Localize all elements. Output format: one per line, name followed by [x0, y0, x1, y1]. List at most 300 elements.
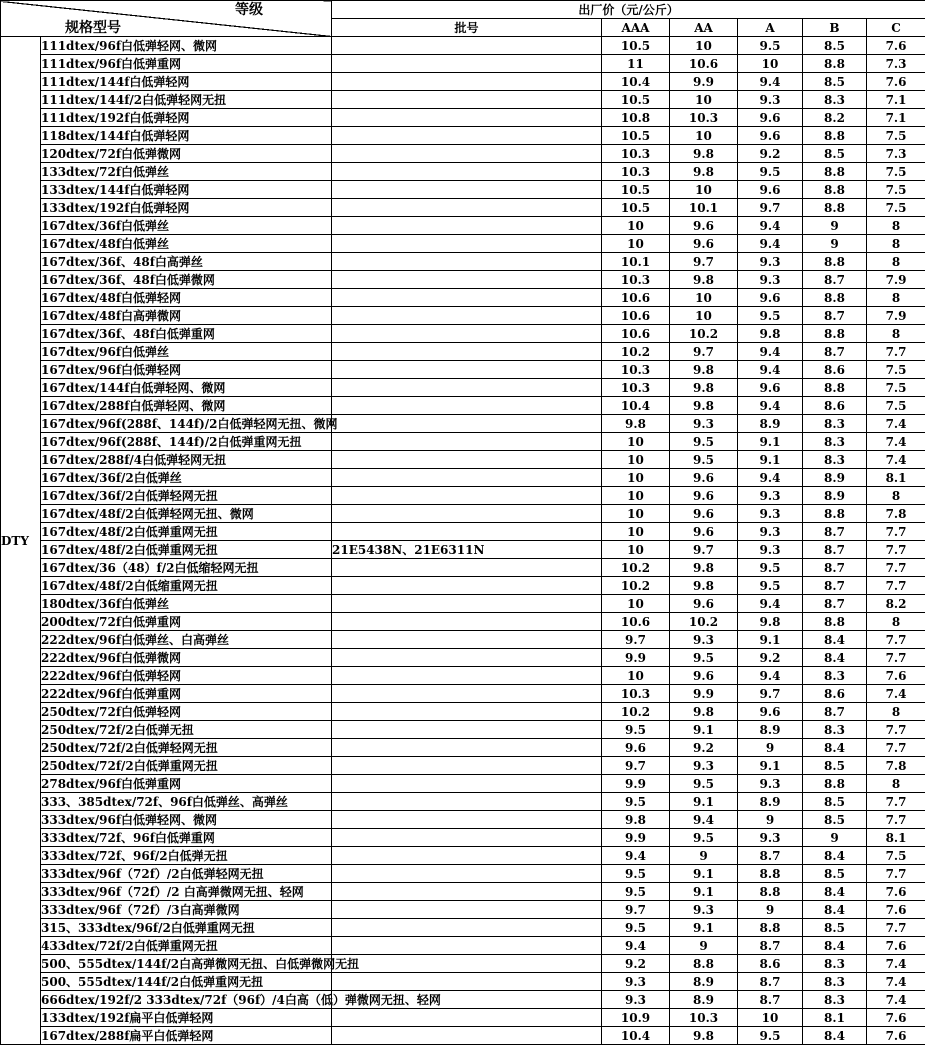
- batch-cell: [332, 469, 602, 487]
- grade-label: 等级: [235, 2, 263, 18]
- spec-cell: 167dtex/36f、48f白低弹重网: [41, 325, 332, 343]
- price-aaa-cell: 10: [602, 667, 670, 685]
- price-a-cell: 9.3: [738, 271, 803, 289]
- price-b-cell: 8.7: [803, 703, 867, 721]
- table-row: [1, 1027, 925, 1045]
- price-b-cell: 8.4: [803, 937, 867, 955]
- table-row: [1, 829, 925, 847]
- batch-cell: [332, 235, 602, 253]
- spec-cell: 500、555dtex/144f/2白高弹微网无扭、白低弹微网无扭: [41, 956, 360, 971]
- price-c-cell: 7.7: [867, 541, 925, 559]
- price-aa-cell: 9.7: [670, 343, 738, 361]
- price-aa-cell: 9.5: [670, 829, 738, 847]
- price-aaa-cell: 10.6: [602, 307, 670, 325]
- price-aaa-cell: 10.6: [602, 613, 670, 631]
- price-aaa-cell: 10.5: [602, 181, 670, 199]
- price-b-cell: 8.7: [803, 559, 867, 577]
- table-row: [1, 127, 925, 145]
- spec-cell: 167dtex/96f(288f、144f)/2白低弹重网无扭: [41, 433, 332, 451]
- table-row: [1, 73, 925, 91]
- batch-cell: [332, 289, 602, 307]
- price-a-cell: 8.9: [738, 721, 803, 739]
- price-aa-cell: 9.8: [670, 397, 738, 415]
- price-aa-cell: 9.6: [670, 667, 738, 685]
- price-c-cell: 7.7: [867, 811, 925, 829]
- table-row: [1, 919, 925, 937]
- table-row: [1, 145, 925, 163]
- price-a-cell: 9.3: [738, 829, 803, 847]
- price-b-cell: 8.8: [803, 613, 867, 631]
- price-c-cell: 7.5: [867, 397, 925, 415]
- price-aa-cell: 10.3: [670, 109, 738, 127]
- spec-cell: 167dtex/36f/2白低弹轻网无扭: [41, 487, 332, 505]
- spec-cell: 250dtex/72f/2白低弹无扭: [41, 721, 332, 739]
- spec-cell: 111dtex/144f白低弹轻网: [41, 73, 332, 91]
- price-b-cell: 8.3: [803, 955, 867, 973]
- table-row: [1, 775, 925, 793]
- price-aa-cell: 9.1: [670, 865, 738, 883]
- price-aaa-cell: 10.4: [602, 397, 670, 415]
- price-aa-cell: 10: [670, 307, 738, 325]
- price-aa-cell: 10: [670, 91, 738, 109]
- price-c-cell: 8.2: [867, 595, 925, 613]
- price-b-cell: 8.3: [803, 667, 867, 685]
- table-row: [1, 307, 925, 325]
- price-b-cell: 8.8: [803, 163, 867, 181]
- price-a-cell: 9.4: [738, 469, 803, 487]
- price-c-cell: 8: [867, 289, 925, 307]
- price-b-cell: 8.1: [803, 1009, 867, 1027]
- grade-header-aaa: AAA: [602, 19, 670, 37]
- batch-cell: [332, 163, 602, 181]
- price-b-cell: 8.4: [803, 739, 867, 757]
- price-aa-cell: 10.6: [670, 55, 738, 73]
- table-row: [1, 523, 925, 541]
- spec-cell: 222dtex/96f白低弹重网: [41, 685, 332, 703]
- batch-cell: [332, 865, 602, 883]
- price-aa-cell: 9.6: [670, 469, 738, 487]
- price-aa-cell: 8.9: [670, 973, 738, 991]
- table-row: [1, 163, 925, 181]
- price-c-cell: 7.3: [867, 145, 925, 163]
- batch-cell: [332, 253, 602, 271]
- price-a-cell: 9.6: [738, 379, 803, 397]
- table-row: [1, 181, 925, 199]
- price-b-cell: 8.8: [803, 199, 867, 217]
- batch-cell: [332, 1027, 602, 1045]
- price-c-cell: 7.7: [867, 631, 925, 649]
- price-c-cell: 7.5: [867, 127, 925, 145]
- price-header: 出厂价（元/公斤）: [332, 1, 925, 19]
- price-aa-cell: 9.3: [670, 415, 738, 433]
- price-c-cell: 7.5: [867, 199, 925, 217]
- table-row: [1, 325, 925, 343]
- spec-cell: 167dtex/36f、48f白高弹丝: [41, 253, 332, 271]
- price-b-cell: 8.5: [803, 865, 867, 883]
- price-aa-cell: 9: [670, 937, 738, 955]
- price-c-cell: 7.7: [867, 721, 925, 739]
- table-row: [1, 91, 925, 109]
- spec-cell: 167dtex/48f/2白低弹轻网无扭、微网: [41, 505, 332, 523]
- price-a-cell: 9.3: [738, 505, 803, 523]
- spec-cell: 333dtex/72f、96f白低弹重网: [41, 829, 332, 847]
- spec-cell: 133dtex/144f白低弹轻网: [41, 181, 332, 199]
- table-row: [1, 847, 925, 865]
- batch-cell: [332, 667, 602, 685]
- batch-cell: [332, 145, 602, 163]
- price-aaa-cell: 10: [602, 235, 670, 253]
- price-a-cell: 9.6: [738, 289, 803, 307]
- price-aaa-cell: 10: [602, 505, 670, 523]
- price-b-cell: 8.7: [803, 523, 867, 541]
- price-c-cell: 7.3: [867, 55, 925, 73]
- price-aa-cell: 9.1: [670, 721, 738, 739]
- table-row: [1, 487, 925, 505]
- price-a-cell: 8.7: [738, 937, 803, 955]
- spec-cell: 333dtex/96f（72f）/3白高弹微网: [41, 901, 332, 919]
- table-row: [1, 613, 925, 631]
- batch-cell: [332, 847, 602, 865]
- price-aa-cell: 9.7: [670, 541, 738, 559]
- price-b-cell: 8.4: [803, 901, 867, 919]
- price-aa-cell: 9.1: [670, 919, 738, 937]
- batch-cell: [332, 487, 602, 505]
- price-b-cell: 9: [803, 217, 867, 235]
- spec-cell: 167dtex/48f白低弹丝: [41, 235, 332, 253]
- price-aaa-cell: 10.3: [602, 685, 670, 703]
- spec-cell: 118dtex/144f白低弹轻网: [41, 127, 332, 145]
- price-aaa-cell: 9.9: [602, 775, 670, 793]
- price-aaa-cell: 10.3: [602, 271, 670, 289]
- price-c-cell: 7.6: [867, 73, 925, 91]
- price-a-cell: 9.6: [738, 109, 803, 127]
- price-aa-cell: 10.1: [670, 199, 738, 217]
- price-aa-cell: 9.5: [670, 649, 738, 667]
- price-aa-cell: 10.2: [670, 325, 738, 343]
- price-aa-cell: 9.8: [670, 703, 738, 721]
- price-a-cell: 9.8: [738, 325, 803, 343]
- price-c-cell: 7.4: [867, 415, 925, 433]
- spec-cell: 167dtex/96f白低弹轻网: [41, 361, 332, 379]
- price-aa-cell: 9.7: [670, 253, 738, 271]
- batch-cell: [332, 703, 602, 721]
- price-a-cell: 9: [738, 811, 803, 829]
- price-a-cell: 9.6: [738, 127, 803, 145]
- price-aa-cell: 9.8: [670, 577, 738, 595]
- spec-cell: 333dtex/96f白低弹轻网、微网: [41, 811, 332, 829]
- price-aaa-cell: 10.8: [602, 109, 670, 127]
- table-row: [1, 217, 925, 235]
- batch-cell: [332, 649, 602, 667]
- spec-cell: 167dtex/288f/4白低弹轻网无扭: [41, 451, 332, 469]
- spec-cell: 222dtex/96f白低弹轻网: [41, 667, 332, 685]
- price-a-cell: 9.3: [738, 775, 803, 793]
- price-b-cell: 8.8: [803, 253, 867, 271]
- price-aa-cell: 9: [670, 847, 738, 865]
- batch-cell: [332, 631, 602, 649]
- price-b-cell: 9: [803, 829, 867, 847]
- grade-header-aa: AA: [670, 19, 738, 37]
- table-row: [1, 199, 925, 217]
- price-b-cell: 8.3: [803, 721, 867, 739]
- price-b-cell: 8.7: [803, 577, 867, 595]
- batch-cell: [332, 919, 602, 937]
- price-a-cell: 9.5: [738, 163, 803, 181]
- table-row: [1, 469, 925, 487]
- price-aaa-cell: 10.3: [602, 379, 670, 397]
- batch-cell: [332, 721, 602, 739]
- batch-cell: [332, 307, 602, 325]
- batch-cell: [332, 523, 602, 541]
- price-c-cell: 7.7: [867, 739, 925, 757]
- batch-cell: [332, 433, 602, 451]
- price-c-cell: 7.9: [867, 307, 925, 325]
- price-b-cell: 8.8: [803, 181, 867, 199]
- price-b-cell: 8.3: [803, 91, 867, 109]
- batch-cell: [332, 181, 602, 199]
- price-c-cell: 8: [867, 235, 925, 253]
- batch-cell: [332, 37, 602, 55]
- price-c-cell: 7.4: [867, 973, 925, 991]
- price-a-cell: 8.6: [738, 955, 803, 973]
- batch-header: 批号: [332, 19, 602, 37]
- price-aa-cell: 9.8: [670, 559, 738, 577]
- batch-cell: [332, 973, 602, 991]
- table-row: [1, 955, 925, 973]
- spec-cell: 250dtex/72f白低弹轻网: [41, 703, 332, 721]
- price-b-cell: 8.5: [803, 73, 867, 91]
- price-b-cell: 8.4: [803, 631, 867, 649]
- price-b-cell: 8.4: [803, 847, 867, 865]
- price-aaa-cell: 10.3: [602, 361, 670, 379]
- batch-cell: [332, 379, 602, 397]
- spec-cell: 133dtex/192f扁平白低弹轻网: [41, 1009, 332, 1027]
- price-b-cell: 8.7: [803, 541, 867, 559]
- price-aa-cell: 9.8: [670, 163, 738, 181]
- table-row: [1, 685, 925, 703]
- spec-cell: 167dtex/36f白低弹丝: [41, 217, 332, 235]
- spec-cell: 120dtex/72f白低弹微网: [41, 145, 332, 163]
- price-aaa-cell: 9.5: [602, 919, 670, 937]
- spec-cell: 333dtex/96f（72f）/2 白高弹微网无扭、轻网: [41, 883, 332, 901]
- price-b-cell: 8.5: [803, 37, 867, 55]
- price-aaa-cell: 9.5: [602, 721, 670, 739]
- spec-cell: 133dtex/192f白低弹轻网: [41, 199, 332, 217]
- price-aa-cell: 9.4: [670, 811, 738, 829]
- price-c-cell: 8: [867, 217, 925, 235]
- price-aaa-cell: 10.9: [602, 1009, 670, 1027]
- batch-cell: [332, 415, 602, 433]
- table-row: [1, 505, 925, 523]
- price-aaa-cell: 9.2: [602, 955, 670, 973]
- batch-cell: [332, 325, 602, 343]
- price-c-cell: 7.5: [867, 847, 925, 865]
- price-b-cell: 8.8: [803, 325, 867, 343]
- batch-cell: [332, 397, 602, 415]
- price-c-cell: 8: [867, 775, 925, 793]
- table-row: [1, 541, 925, 559]
- spec-cell: 500、555dtex/144f/2白低弹重网无扭: [41, 973, 332, 991]
- price-aaa-cell: 9.7: [602, 631, 670, 649]
- table-row: [1, 253, 925, 271]
- price-a-cell: 9.1: [738, 451, 803, 469]
- price-aaa-cell: 10: [602, 487, 670, 505]
- price-a-cell: 9.7: [738, 685, 803, 703]
- batch-cell: [332, 595, 602, 613]
- spec-cell: 333dtex/96f（72f）/2白低弹轻网无扭: [41, 865, 332, 883]
- price-a-cell: 9: [738, 739, 803, 757]
- spec-cell: 167dtex/48f/2白低弹重网无扭: [41, 523, 332, 541]
- spec-cell: 333dtex/72f、96f/2白低弹无扭: [41, 847, 332, 865]
- batch-cell: [332, 1009, 602, 1027]
- price-b-cell: 8.8: [803, 379, 867, 397]
- batch-cell: [332, 955, 602, 973]
- spec-cell: 111dtex/96f白低弹重网: [41, 55, 332, 73]
- price-c-cell: 7.7: [867, 577, 925, 595]
- price-b-cell: 8.3: [803, 415, 867, 433]
- price-aaa-cell: 9.6: [602, 739, 670, 757]
- table-row: [1, 595, 925, 613]
- price-a-cell: 9.4: [738, 361, 803, 379]
- price-aa-cell: 9.6: [670, 217, 738, 235]
- price-b-cell: 8.8: [803, 55, 867, 73]
- price-aa-cell: 9.1: [670, 883, 738, 901]
- price-b-cell: 8.3: [803, 433, 867, 451]
- price-aa-cell: 9.5: [670, 775, 738, 793]
- price-aa-cell: 9.5: [670, 433, 738, 451]
- price-b-cell: 8.4: [803, 649, 867, 667]
- price-b-cell: 8.7: [803, 595, 867, 613]
- price-aa-cell: 9.8: [670, 361, 738, 379]
- price-aaa-cell: 10.5: [602, 127, 670, 145]
- price-aaa-cell: 10: [602, 469, 670, 487]
- price-a-cell: 9.4: [738, 217, 803, 235]
- price-c-cell: 7.6: [867, 1009, 925, 1027]
- spec-cell: 666dtex/192f/2 333dtex/72f（96f）/4白高（低）弹微网无扭、轻网: [41, 992, 441, 1007]
- table-row: [1, 811, 925, 829]
- table-row: [1, 901, 925, 919]
- price-a-cell: 10: [738, 1009, 803, 1027]
- price-c-cell: 8.1: [867, 469, 925, 487]
- spec-cell: 250dtex/72f/2白低弹重网无扭: [41, 757, 332, 775]
- price-c-cell: 7.5: [867, 181, 925, 199]
- table-row: [1, 631, 925, 649]
- price-aaa-cell: 10: [602, 541, 670, 559]
- price-aaa-cell: 9.4: [602, 937, 670, 955]
- price-a-cell: 9.1: [738, 433, 803, 451]
- batch-cell: [332, 685, 602, 703]
- table-row: [1, 433, 925, 451]
- table-row: [1, 37, 925, 55]
- price-aa-cell: 9.6: [670, 487, 738, 505]
- price-c-cell: 7.7: [867, 649, 925, 667]
- price-c-cell: 7.7: [867, 343, 925, 361]
- price-aaa-cell: 10.5: [602, 199, 670, 217]
- price-aa-cell: 9.3: [670, 901, 738, 919]
- price-a-cell: 8.7: [738, 973, 803, 991]
- price-b-cell: 8.5: [803, 145, 867, 163]
- batch-cell: [332, 577, 602, 595]
- spec-cell: 222dtex/96f白低弹微网: [41, 649, 332, 667]
- spec-cell: 167dtex/48f白高弹微网: [41, 307, 332, 325]
- price-aaa-cell: 10.3: [602, 145, 670, 163]
- price-a-cell: 9.4: [738, 397, 803, 415]
- price-c-cell: 8: [867, 253, 925, 271]
- spec-cell: 222dtex/96f白低弹丝、白高弹丝: [41, 631, 332, 649]
- price-aa-cell: 10: [670, 181, 738, 199]
- spec-cell: 278dtex/96f白低弹重网: [41, 775, 332, 793]
- price-a-cell: 8.8: [738, 865, 803, 883]
- price-aa-cell: 9.3: [670, 757, 738, 775]
- price-aa-cell: 9.8: [670, 1027, 738, 1045]
- spec-cell: 167dtex/96f(288f、144f)/2白低弹轻网无扭、微网: [41, 416, 338, 431]
- price-a-cell: 8.7: [738, 847, 803, 865]
- price-c-cell: 7.7: [867, 559, 925, 577]
- price-c-cell: 7.7: [867, 865, 925, 883]
- table-row: [1, 973, 925, 991]
- price-c-cell: 7.6: [867, 937, 925, 955]
- price-aa-cell: 8.9: [670, 991, 738, 1009]
- price-b-cell: 8.5: [803, 811, 867, 829]
- price-aaa-cell: 10.1: [602, 253, 670, 271]
- price-b-cell: 8.7: [803, 307, 867, 325]
- price-c-cell: 7.7: [867, 793, 925, 811]
- price-c-cell: 7.5: [867, 379, 925, 397]
- batch-cell: [332, 829, 602, 847]
- price-a-cell: 8.8: [738, 919, 803, 937]
- table-row: [1, 991, 925, 1009]
- price-a-cell: 9.5: [738, 577, 803, 595]
- spec-cell: 167dtex/36（48）f/2白低缩轻网无扭: [41, 559, 332, 577]
- batch-cell: [332, 883, 602, 901]
- price-a-cell: 9.8: [738, 613, 803, 631]
- price-a-cell: 9.3: [738, 541, 803, 559]
- price-aaa-cell: 9.4: [602, 847, 670, 865]
- batch-cell: [332, 613, 602, 631]
- price-aa-cell: 8.8: [670, 955, 738, 973]
- price-b-cell: 8.7: [803, 343, 867, 361]
- spec-cell: 167dtex/48f白低弹轻网: [41, 289, 332, 307]
- batch-cell: [332, 217, 602, 235]
- price-aaa-cell: 9.5: [602, 865, 670, 883]
- price-aaa-cell: 9.7: [602, 901, 670, 919]
- price-a-cell: 9.5: [738, 307, 803, 325]
- price-aaa-cell: 9.5: [602, 883, 670, 901]
- batch-cell: [332, 127, 602, 145]
- price-aaa-cell: 9.7: [602, 757, 670, 775]
- batch-cell: [332, 505, 602, 523]
- price-aa-cell: 10.2: [670, 613, 738, 631]
- table-row: [1, 883, 925, 901]
- price-aa-cell: 10.3: [670, 1009, 738, 1027]
- spec-cell: 433dtex/72f/2白低弹重网无扭: [41, 937, 332, 955]
- price-a-cell: 9.4: [738, 667, 803, 685]
- price-c-cell: 7.4: [867, 991, 925, 1009]
- price-aaa-cell: 9.3: [602, 973, 670, 991]
- category-cell: DTY: [1, 37, 41, 1045]
- batch-cell: 21E5438N、21E6311N: [332, 541, 602, 559]
- price-c-cell: 8: [867, 703, 925, 721]
- table-row: [1, 793, 925, 811]
- spec-cell: 111dtex/96f白低弹轻网、微网: [41, 37, 332, 55]
- price-a-cell: 9: [738, 901, 803, 919]
- table-row: [1, 343, 925, 361]
- price-aaa-cell: 9.5: [602, 793, 670, 811]
- price-a-cell: 9.6: [738, 181, 803, 199]
- price-a-cell: 9.1: [738, 757, 803, 775]
- price-aa-cell: 9.6: [670, 595, 738, 613]
- price-aaa-cell: 10.2: [602, 343, 670, 361]
